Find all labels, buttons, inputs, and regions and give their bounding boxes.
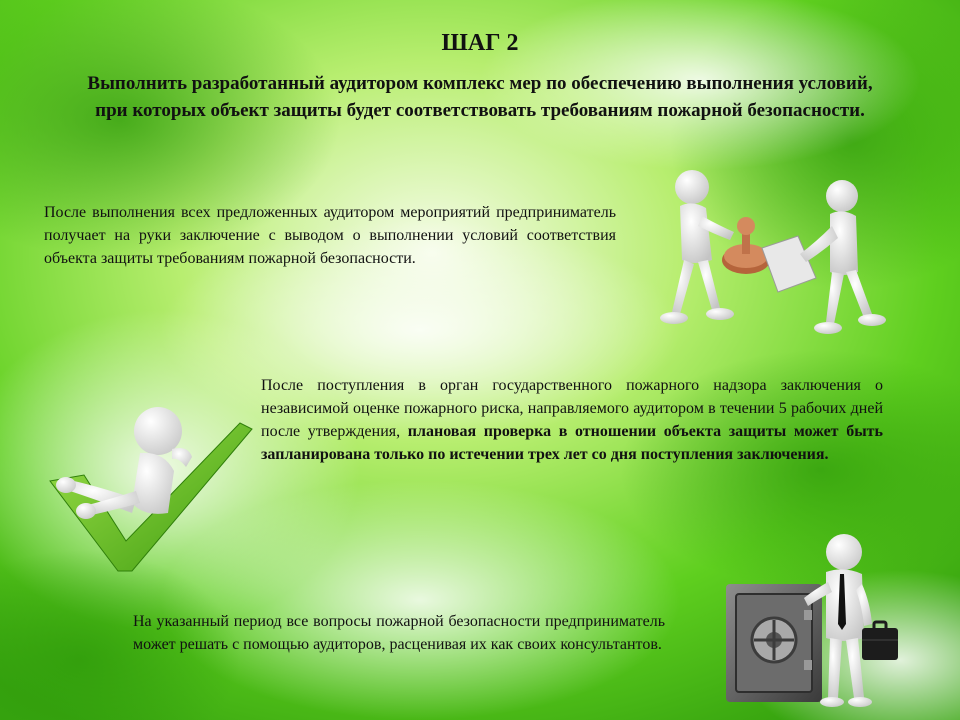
people-handover-illustration [650, 162, 890, 352]
slide-subtitle: Выполнить разработанный аудитором комплекс мер по обеспечению выполнения условий, при которых объект защиты будет соответствовать требованиям пожарной безопасности. [87, 73, 873, 121]
person-resting-on-checkmark-illustration [40, 395, 255, 575]
paragraph-inspection-bold: плановая проверка в отношении объекта защиты может быть запланирована только по истечении трех лет со дня поступления заключения. [261, 423, 884, 463]
paragraph-inspection-text: После поступления в орган государственного пожарного надзора заключения о независимой оценке пожарного риска, направляемого аудитором в течении 5 рабочих дней после утверждения, [261, 377, 883, 440]
slide-title: ШАГ 2 [441, 30, 519, 56]
paragraph-conclusion: После выполнения всех предложенных аудитором мероприятий предприниматель получает на руки заключение с выводом о выполнении условий соответствия объекта защиты требованиям пожарной безопасности. [44, 204, 616, 267]
paragraph-inspection [261, 374, 883, 466]
person-with-safe-illustration [718, 528, 908, 713]
paragraph-consultants: На указанный период все вопросы пожарной безопасности предприниматель может решать с помощью аудиторов, расценивая их как своих консультантов. [133, 613, 665, 653]
